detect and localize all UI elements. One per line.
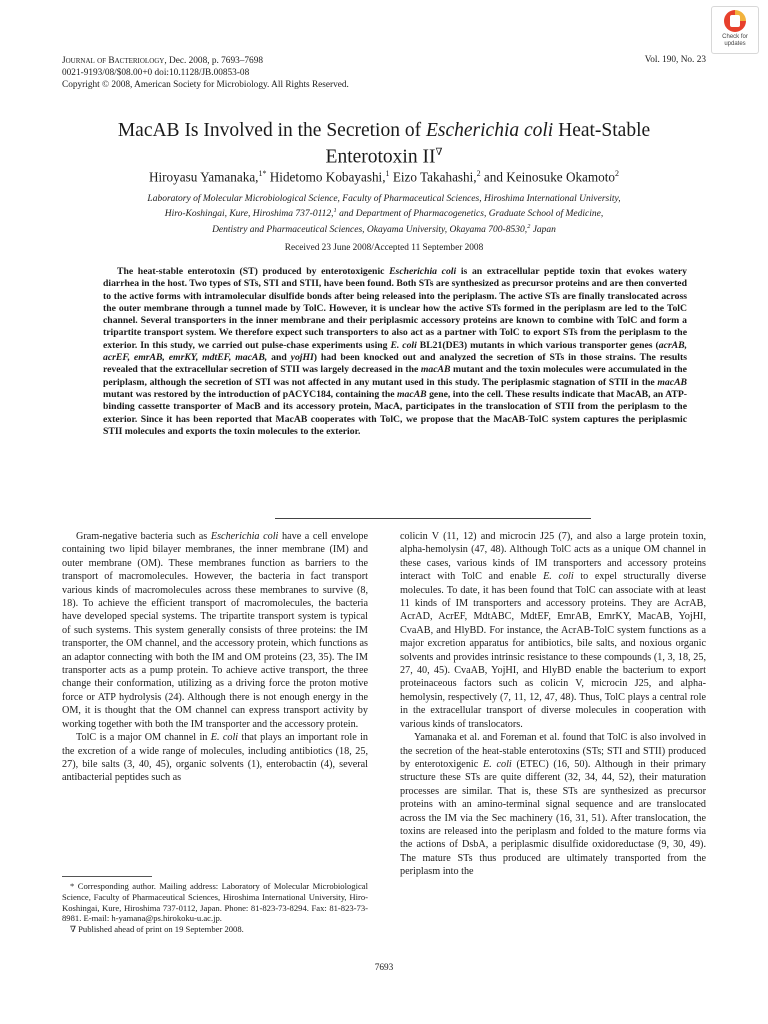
badge-line-1: Check for <box>722 34 748 40</box>
page-number: 7693 <box>374 963 394 973</box>
check-for-updates-badge[interactable] <box>711 6 759 54</box>
paragraph: TolC is a major OM channel in E. coli that plays an important role in the excretion of a wide range of molecules, including antibiotics (18, 25, 27), bile salts (3, 40, 45), organic solvents (1), enterobactin (4), several antibacterial peptides such as <box>62 732 369 784</box>
journal-header <box>62 55 349 91</box>
corresponding-author-note: * Corresponding author. Mailing address: Laboratory of Molecular Microbiological Science, Faculty of Pharmaceutical Sciences, Hiroshima International University, Hiro-Koshingai, Kure, Hiroshima 737-0112, Japan. Phone: 81-823-73-8294. Fax: 81-823-73-8981. E-mail: h-yamana@ps.hirokoku-u.ac.jp. <box>62 881 368 924</box>
paragraph: colicin V (11, 12) and microcin J25 (7), and also a large protein toxin, alpha-hemolysin (47, 48). Although TolC acts as a unique OM channel in these cases, various kinds of IM transporters and accessory proteins interact with TolC and enable E. coli to expel structurally diverse molecules. To date, it has been found that TolC can associate with at least 11 kinds of IM transporters and accessory proteins. They are AcrAB, AcrAD, AcrEF, MdtABC, MdtEF, EmrAB, EmrKY, MacAB, YojHI, CvaAB, and HlyBD. For instance, the AcrAB-TolC system functions as a major excretion apparatus for antibiotics, bile salts, and noxious organic solvents and provides intrinsic resistance to these compounds (1, 3, 18, 25, 27, 40, 45). CvaAB, YojHI, and HlyBD enable the bacterium to export proteinaceous factors such as colicin V, microcin J25, and alpha-hemolysin, respectively (7, 11, 12, 47, 48). Thus, TolC plays a central role in the extracellular transport of diverse molecules in cooperation with various kinds of translocators. <box>400 531 706 730</box>
abstract-divider <box>275 518 591 519</box>
body-column-left <box>62 530 368 785</box>
received-dates: Received 23 June 2008/Accepted 11 September 2008 <box>284 243 484 253</box>
affiliations: Laboratory of Molecular Microbiological Science, Faculty of Pharmaceutical Sciences, Hiroshima International University, Hiro-Koshingai, Kure, Hiroshima 737-0112,$^1$ and Department of Pharmacogenetics, Graduate School of Medicine, Dentistry and Pharmaceutical Sciences, Okayama University, Okayama 700-8530,$^2$ Japan <box>147 194 621 235</box>
footnote-divider <box>62 876 152 877</box>
body-column-right <box>400 530 706 879</box>
title-footnote-mark: ∇ <box>435 147 443 158</box>
journal-name: Journal of Bacteriology <box>62 56 165 66</box>
abstract: The heat-stable enterotoxin (ST) produced by enterotoxigenic Escherichia coli is an extracellular peptide toxin that evokes watery diarrhea in the host. Two types of STs, STI and STII, have been found. Both STs are synthesized as precursor proteins and are then converted to the active forms with intramolecular disulfide bonds after being released into the periplasm. The active STs are finally translocated across the outer membrane through a tunnel made by TolC. However, it is unclear how the active STs formed in the periplasm are led to the TolC channel. Several transporters in the inner membrane and their periplasmic accessory proteins are known to combine with TolC and form a tripartite transport system. We therefore expect such transporters to also act as a partner with TolC to export STs from the periplasm to the exterior. In this study, we carried out pulse-chase experiments using E. coli BL21(DE3) mutants in which various transporter genes (acrAB, acrEF, emrAB, emrKY, mdtEF, macAB, and yojHI) had been knocked out and analyzed the secretion of STs in those strains. The results revealed that the extracellular secretion of STII was largely decreased in the macAB mutant and the toxin molecules were accumulated in the periplasm, although the secretion of STI was not affected in any mutant used in this study. The periplasmic stagnation of STII in the macAB mutant was restored by the introduction of pACYC184, containing the macAB gene, into the cell. These results indicate that MacAB, an ATP-binding cassette transporter of MacB and its accessory protein, MacA, participates in the translocation of STII from the periplasm to the exterior. Since it has been reported that MacAB cooperates with TolC, we propose that the MacAB-TolC system captures the periplasmic STII molecules and exports the toxin molecules to the exterior. <box>103 266 687 437</box>
author-list: Hiroyasu Yamanaka,$^{1*}$ Hidetomo Kobayashi,$^1$ Eizo Takahashi,$^2$ and Keinosuke Okamoto$^2$ <box>148 169 620 185</box>
check-updates-icon <box>724 10 746 32</box>
footnotes <box>62 881 368 935</box>
paragraph: Yamanaka et al. and Foreman et al. found that TolC is also involved in the secretion of the heat-stable enterotoxins (STs; STI and STII) produced by enterotoxigenic E. coli (ETEC) (16, 50). Although in their primary structure these STs are quite different (32, 34, 44, 52), their maturation processes are similar. That is, these STs are synthesized as precursor proteins with an amino-terminal signal sequence and are translocated across the IM via the Sec machinery (16, 31, 51). After translocation, the toxins are released into the periplasm and folded to the mature forms via the actions of DsbA, a periplasmic disulfide oxidoreductase (9, 30, 49). The mature STs thus produced are ultimately transported from the periplasm into the <box>400 732 706 878</box>
badge-line-2: updates <box>724 40 746 47</box>
volume-number: Vol. 190, No. 23 <box>644 55 706 65</box>
journal-issue: , Dec. 2008, p. 7693–7698 <box>164 56 263 66</box>
publication-note: ∇ Published ahead of print on 19 September 2008. <box>70 924 244 935</box>
paragraph: Gram-negative bacteria such as Escherichia coli have a cell envelope containing two lipid bilayer membranes, the inner membrane (IM) and outer membrane (OM). These membranes function as barriers to the transport of macromolecules. However, the bacteria in fact transport various kinds of macromolecules across these membranes to survive (8, 18). To achieve the efficient transport of macromolecules, the bacteria have developed special systems. The tripartite transport system is typical of such systems. This system generally consists of three proteins: the IM transporter, the OM channel, and the accessory protein, which functions as an adaptor connecting with both the IM and OM proteins (23, 35). The IM transporter acts as a pump protein. To achieve active transport, the three change their conformation, utilizing as a driving force the proton motive force or ATP hydrolysis (24). Although there is not enough energy in the OM, it is thought that the OM channel can express transport activity by working together with both the IM transporter and the accessory protein. <box>62 531 368 730</box>
copyright-line: Copyright © 2008, American Society for Microbiology. All Rights Reserved. <box>62 80 349 90</box>
doi-line: 0021-9193/08/$08.00+0 doi:10.1128/JB.00853-08 <box>62 68 250 78</box>
article-title: MacAB Is Involved in the Secretion of Escherichia coli Heat-Stable Enterotoxin II∇ <box>117 120 651 168</box>
